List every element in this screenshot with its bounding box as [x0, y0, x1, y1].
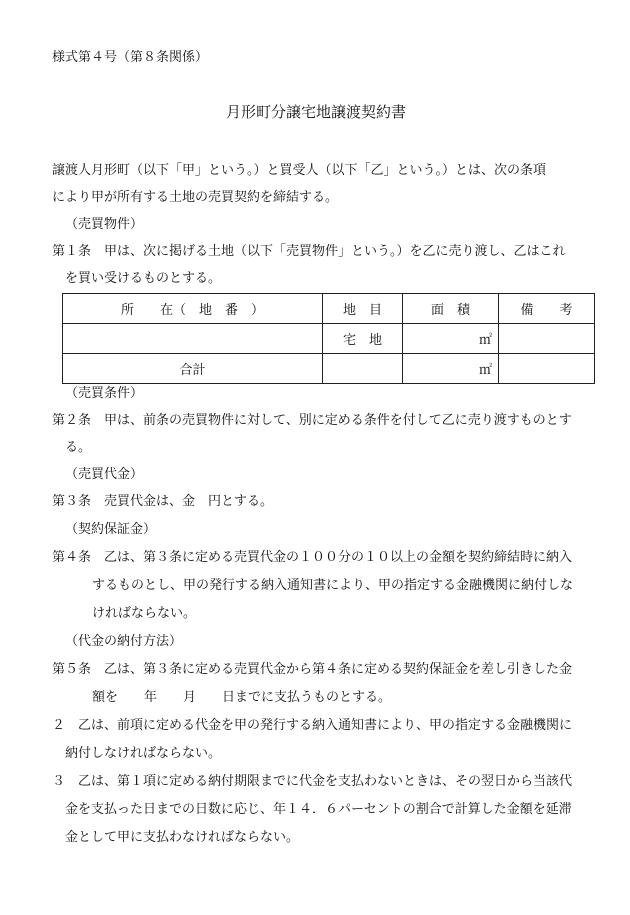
header-remarks: 備 考 [499, 294, 595, 324]
intro-line-2: により甲が所有する土地の売買契約を締結する。 [52, 190, 339, 205]
article-5-para-3-line-3: 金として甲に支払わなければならない。 [65, 830, 300, 845]
table-total-row [63, 354, 595, 384]
header-area: 面 積 [403, 294, 499, 324]
cell-location [63, 324, 323, 354]
table-header-row [63, 294, 595, 324]
cell-area: ㎡ [403, 324, 499, 354]
property-table [62, 293, 595, 384]
form-number: 様式第４号（第８条関係） [52, 50, 209, 65]
header-location: 所 在（ 地 番 ） [63, 294, 323, 324]
article-5-line-2: 額を 年 月 日までに支払うものとする。 [92, 690, 392, 705]
header-category: 地 目 [323, 294, 403, 324]
article-2-heading: （売買条件） [65, 386, 144, 401]
article-5-para-2-line-1: ２ 乙は、前項に定める代金を甲の発行する納入通知書により、甲の指定する金融機関に [52, 718, 573, 733]
article-4-heading: （契約保証金） [65, 522, 157, 537]
document-title: 月形町分譲宅地譲渡契約書 [226, 103, 407, 121]
article-2-line-2: る。 [65, 440, 92, 455]
table-row [63, 324, 595, 354]
total-label: 合計 [63, 354, 323, 384]
article-4-line-3: ければならない。 [92, 606, 197, 621]
intro-line-1: 譲渡人月形町（以下「甲」という。）と買受人（以下「乙」という。）とは、次の条項 [52, 163, 547, 178]
article-5-line-1: 第５条 乙は、第３条に定める売買代金から第４条に定める契約保証金を差し引きした金 [52, 662, 573, 677]
cell-category: 宅 地 [323, 324, 403, 354]
article-4-line-1: 第４条 乙は、第３条に定める売買代金の１００分の１０以上の金額を契約締結時に納入 [52, 550, 573, 565]
total-remarks [499, 354, 595, 384]
article-1-line-2: を買い受けるものとする。 [65, 271, 222, 286]
article-1-line-1: 第１条 甲は、次に掲げる土地（以下「売買物件」という。）を乙に売り渡し、乙はこれ [52, 244, 566, 259]
total-area: ㎡ [403, 354, 499, 384]
article-3-heading: （売買代金） [65, 467, 144, 482]
article-1-heading: （売買物件） [65, 217, 144, 232]
article-3-line: 第３条 売買代金は、金 円とする。 [52, 494, 274, 509]
article-4-line-2: するものとし、甲の発行する納入通知書により、甲の指定する金融機関に納付しな [92, 578, 574, 593]
article-5-para-3-line-1: ３ 乙は、第１項に定める納付期限までに代金を支払わないときは、その翌日から当該代 [52, 774, 573, 789]
article-5-para-3-line-2: 金を支払った日までの日数に応じ、年１４．６パーセントの割合で計算した金額を延滞 [65, 802, 572, 817]
cell-remarks [499, 324, 595, 354]
total-category [323, 354, 403, 384]
article-5-heading: （代金の納付方法） [65, 634, 183, 649]
article-5-para-2-line-2: 納付しなければならない。 [65, 746, 222, 761]
article-2-line-1: 第２条 甲は、前条の売買物件に対して、別に定める条件を付して乙に売り渡すものとす [52, 413, 572, 428]
